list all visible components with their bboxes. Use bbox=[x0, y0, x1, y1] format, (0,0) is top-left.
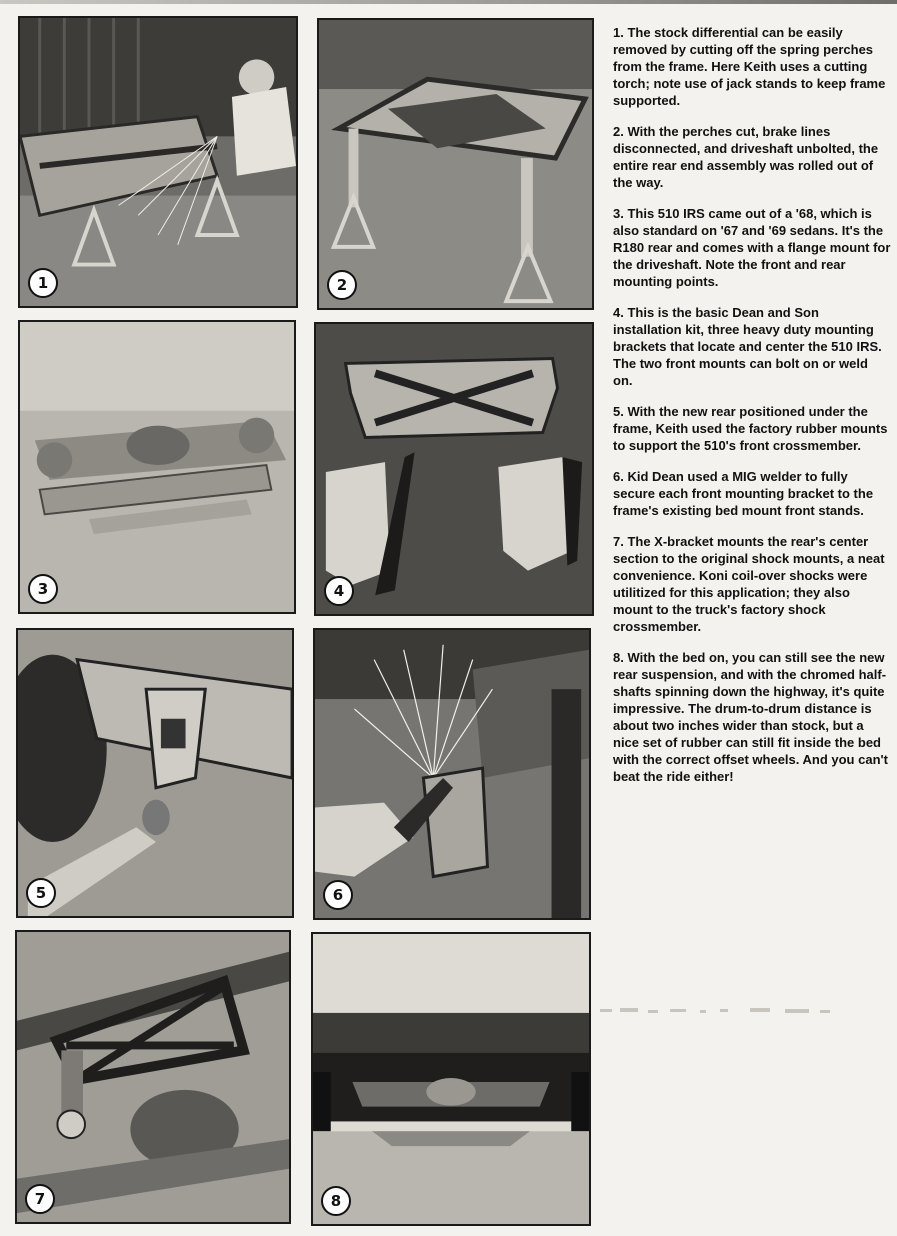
photo-2 bbox=[317, 18, 594, 310]
caption-5: 5. With the new rear positioned under the frame, Keith used the factory rubber mounts to support the 510's front crossmember. bbox=[613, 404, 888, 453]
photo-number-badge: 5 bbox=[26, 878, 56, 908]
photo-number-badge: 7 bbox=[25, 1184, 55, 1214]
caption-2: 2. With the perches cut, brake lines disconnected, and driveshaft unbolted, the entire rear end assembly was rolled out of the way. bbox=[613, 124, 879, 190]
photo-5 bbox=[16, 628, 294, 918]
photo-7-image bbox=[17, 932, 289, 1222]
photo-number-badge: 8 bbox=[321, 1186, 351, 1216]
caption-4: 4. This is the basic Dean and Son installation kit, three heavy duty mounting brackets that locate and center the 510 IRS. The two front mounts can bolt on or weld on. bbox=[613, 305, 882, 388]
photo-5-image bbox=[18, 630, 292, 916]
caption-7: 7. The X-bracket mounts the rear's center section to the original shock mounts, a neat convenience. Koni coil-over shocks were utilitized for this application; they also mount to the truck's factory shock crossmember. bbox=[613, 534, 885, 634]
caption-8: 8. With the bed on, you can still see the new rear suspension, and with the chromed half-shafts spinning down the highway, it's quite impressive. The drum-to-drum distance is about two inches wider than stock, but a nice set of rubber can still fit inside the bed with the correct offset wheels. And you can't beat the ride either! bbox=[613, 650, 888, 784]
faded-print-specks bbox=[600, 1004, 840, 1018]
caption-column bbox=[613, 24, 891, 799]
caption-6: 6. Kid Dean used a MIG welder to fully secure each front mounting bracket to the frame's existing bed mount front stands. bbox=[613, 469, 874, 518]
caption-1: 1. The stock differential can be easily removed by cutting off the spring perches from the frame. Here Keith uses a cutting torch; note use of jack stands to keep frame supported. bbox=[613, 25, 886, 108]
photo-4 bbox=[314, 322, 594, 616]
page-top-edge bbox=[0, 0, 897, 4]
photo-number-badge: 4 bbox=[324, 576, 354, 606]
photo-4-image bbox=[316, 324, 592, 614]
photo-2-image bbox=[319, 20, 592, 308]
photo-6-image bbox=[315, 630, 589, 918]
photo-1 bbox=[18, 16, 298, 308]
photo-6 bbox=[313, 628, 591, 920]
photo-number-badge: 6 bbox=[323, 880, 353, 910]
photo-number-badge: 1 bbox=[28, 268, 58, 298]
photo-3-image bbox=[20, 322, 294, 612]
photo-1-image bbox=[20, 18, 296, 306]
photo-number-badge: 2 bbox=[327, 270, 357, 300]
photo-8-image bbox=[313, 934, 589, 1224]
photo-7 bbox=[15, 930, 291, 1224]
photo-number-badge: 3 bbox=[28, 574, 58, 604]
caption-3: 3. This 510 IRS came out of a '68, which is also standard on '67 and '69 sedans. It's the R180 rear and comes with a flange mount for the driveshaft. Note the front and rear mounting points. bbox=[613, 206, 891, 289]
photo-8 bbox=[311, 932, 591, 1226]
photo-3 bbox=[18, 320, 296, 614]
